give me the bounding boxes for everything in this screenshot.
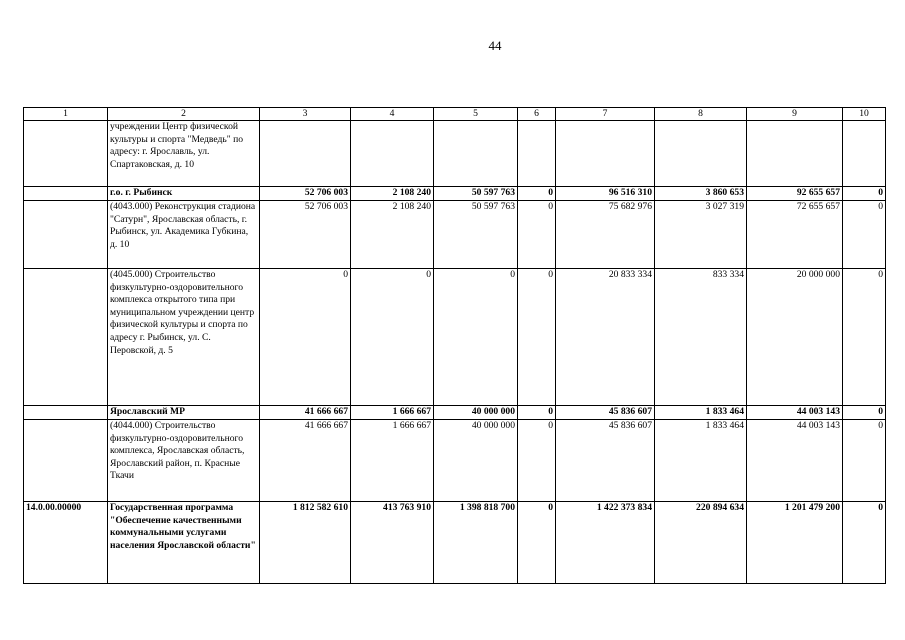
- column-number: 10: [843, 108, 886, 121]
- row-name: г.о. г. Рыбинск: [108, 187, 260, 201]
- row-code: 14.0.00.00000: [24, 502, 108, 584]
- row-value: 1 833 464: [655, 420, 747, 502]
- table-row: [24, 187, 886, 201]
- row-value: 0: [434, 269, 518, 406]
- row-value: 0: [518, 420, 556, 502]
- row-value: 0: [518, 406, 556, 420]
- row-value: 1 422 373 834: [556, 502, 655, 584]
- row-value: [434, 121, 518, 187]
- page-number: 44: [488, 38, 502, 53]
- row-code: [24, 269, 108, 406]
- row-value: 0: [843, 201, 886, 269]
- row-value: 413 763 910: [351, 502, 434, 584]
- row-name: учреждении Центр физической культуры и спорта "Медведь" по адресу: г. Ярославль, ул. Спартаковская, д. 10: [108, 121, 260, 187]
- row-name: (4045.000) Строительство физкультурно-оздоровительного комплекса открытого типа при муниципальном учреждении центр физической культуры и спорта по адресу г. Рыбинск, ул. С. Перовской, д. 5: [108, 269, 260, 406]
- column-number: 7: [556, 108, 655, 121]
- row-value: 45 836 607: [556, 420, 655, 502]
- table-row: [24, 406, 886, 420]
- row-code: [24, 420, 108, 502]
- row-value: 0: [843, 420, 886, 502]
- row-value: [556, 121, 655, 187]
- row-value: 50 597 763: [434, 187, 518, 201]
- row-value: 96 516 310: [556, 187, 655, 201]
- column-number: 6: [518, 108, 556, 121]
- row-name: Государственная программа "Обеспечение качественными коммунальными услугами населения Ярославской области": [108, 502, 260, 584]
- row-name: (4044.000) Строительство физкультурно-оздоровительного комплекса, Ярославская область, Ярославский район, п. Красные Ткачи: [108, 420, 260, 502]
- row-value: 3 027 319: [655, 201, 747, 269]
- column-number: 3: [260, 108, 351, 121]
- row-value: 2 108 240: [351, 187, 434, 201]
- budget-table: [23, 107, 886, 584]
- row-value: 0: [843, 502, 886, 584]
- row-value: 0: [351, 269, 434, 406]
- row-value: 0: [843, 269, 886, 406]
- table-row: [24, 201, 886, 269]
- row-value: 1 833 464: [655, 406, 747, 420]
- row-name: Ярославский МР: [108, 406, 260, 420]
- table-row: [24, 502, 886, 584]
- row-value: [655, 121, 747, 187]
- row-code: [24, 187, 108, 201]
- row-value: [518, 121, 556, 187]
- row-value: 50 597 763: [434, 201, 518, 269]
- row-value: 20 000 000: [747, 269, 843, 406]
- row-value: 40 000 000: [434, 406, 518, 420]
- row-value: 1 201 479 200: [747, 502, 843, 584]
- row-value: 44 003 143: [747, 420, 843, 502]
- row-value: [351, 121, 434, 187]
- row-value: 220 894 634: [655, 502, 747, 584]
- table-row: [24, 269, 886, 406]
- row-value: [843, 121, 886, 187]
- column-number: 4: [351, 108, 434, 121]
- row-value: 0: [260, 269, 351, 406]
- row-value: 833 334: [655, 269, 747, 406]
- row-value: 20 833 334: [556, 269, 655, 406]
- row-value: 52 706 003: [260, 187, 351, 201]
- column-number: 1: [24, 108, 108, 121]
- row-value: 92 655 657: [747, 187, 843, 201]
- row-value: 0: [518, 269, 556, 406]
- column-number-row: [24, 108, 886, 121]
- row-value: 1 666 667: [351, 406, 434, 420]
- row-value: 40 000 000: [434, 420, 518, 502]
- row-value: 0: [843, 406, 886, 420]
- row-value: [260, 121, 351, 187]
- row-name: (4043.000) Реконструкция стадиона "Сатурн", Ярославская область, г. Рыбинск, ул. Академика Губкина, д. 10: [108, 201, 260, 269]
- row-code: [24, 201, 108, 269]
- row-value: 45 836 607: [556, 406, 655, 420]
- row-value: 0: [843, 187, 886, 201]
- column-number: 5: [434, 108, 518, 121]
- row-value: 1 398 818 700: [434, 502, 518, 584]
- row-value: 0: [518, 187, 556, 201]
- row-value: 0: [518, 201, 556, 269]
- column-number: 9: [747, 108, 843, 121]
- table-row: [24, 420, 886, 502]
- row-value: 72 655 657: [747, 201, 843, 269]
- column-number: 2: [108, 108, 260, 121]
- row-value: 41 666 667: [260, 406, 351, 420]
- row-value: 1 666 667: [351, 420, 434, 502]
- table-row: [24, 121, 886, 187]
- row-value: 44 003 143: [747, 406, 843, 420]
- row-value: 3 860 653: [655, 187, 747, 201]
- row-value: 0: [518, 502, 556, 584]
- row-code: [24, 121, 108, 187]
- row-value: 41 666 667: [260, 420, 351, 502]
- row-value: 1 812 582 610: [260, 502, 351, 584]
- column-number: 8: [655, 108, 747, 121]
- row-value: 2 108 240: [351, 201, 434, 269]
- row-code: [24, 406, 108, 420]
- row-value: 75 682 976: [556, 201, 655, 269]
- row-value: 52 706 003: [260, 201, 351, 269]
- row-value: [747, 121, 843, 187]
